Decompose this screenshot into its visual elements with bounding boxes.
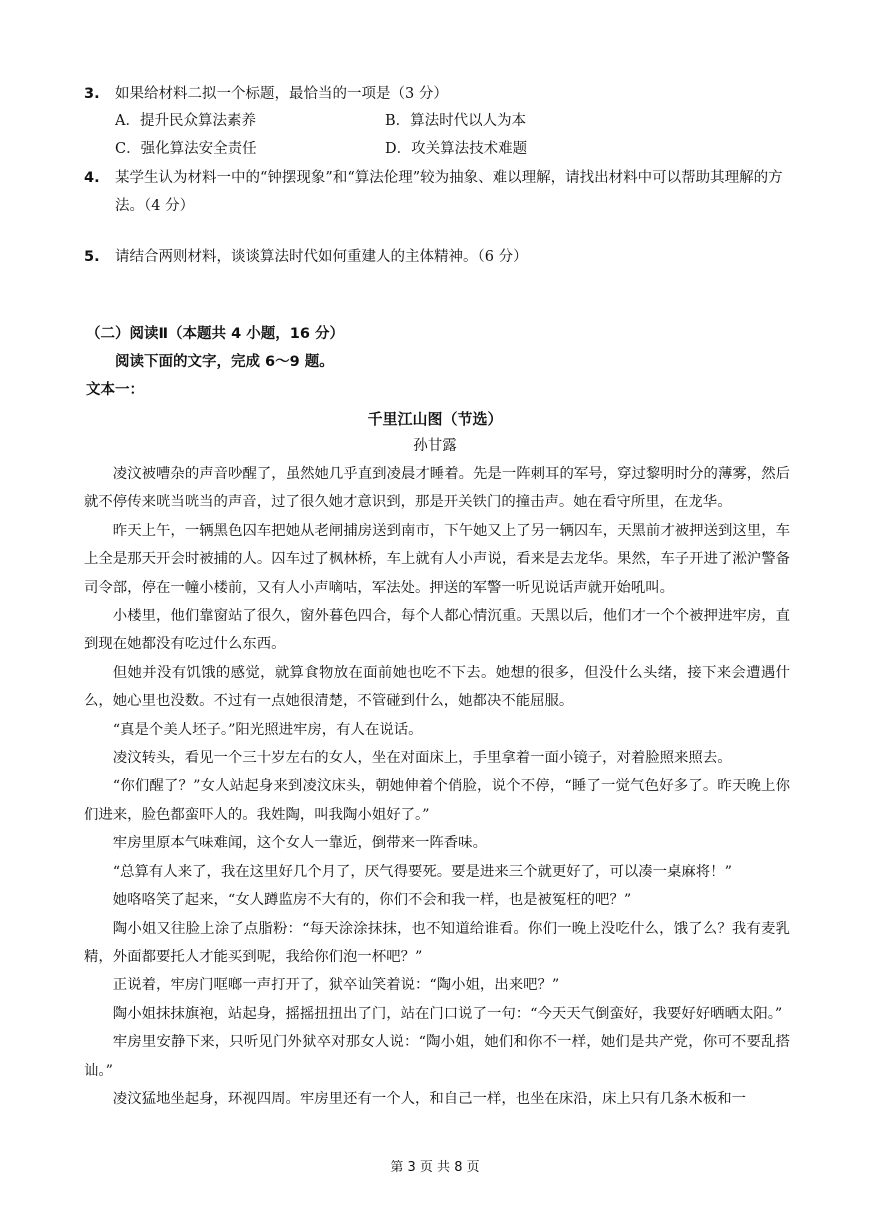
paragraph: 昨天上午，一辆黑色囚车把她从老闸捕房送到南市，下午她又上了另一辆囚车，天黑前才被押送到这里，车上全是那天开会时被捕的人。囚车过了枫林桥，车上就有人小声说，看来是去龙华。果然，车子开进了淞沪警备司令部，停在一幢小楼前，又有人小声嘀咕，军法处。押送的军警一听见说话声就开始吼叫。 [84, 522, 790, 596]
question-5 [84, 243, 794, 271]
paragraph: 正说着，牢房门哐啷一声打开了，狱卒讪笑着说：“陶小姐，出来吧？” [112, 977, 560, 994]
article-body [84, 460, 790, 1113]
paragraph: 但她并没有饥饿的感觉，就算食物放在面前她也吃不下去。她想的很多，但没什么头绪，接下来会遭遇什么，她心里也没数。不过有一点她很清楚，不管碰到什么，她都决不能屈服。 [84, 664, 790, 710]
paragraph: 陶小姐又往脸上涂了点脂粉：“每天涂涂抹抹，也不知道给谁看。你们一晚上没吃什么，饿了么？我有麦乳精，外面都要托人才能买到呢，我给你们泡一杯吧？” [84, 920, 790, 965]
paragraph: 她咯咯笑了起来，“女人蹲监房不大有的，你们不会和我一样，也是被冤枉的吧？” [112, 892, 632, 909]
section-instruction: 阅读下面的文字，完成 6～9 题。 [115, 354, 334, 370]
option-d: D．攻关算法技术难题 [385, 141, 528, 157]
question-number: 3. [84, 86, 100, 102]
question-text: 如果给材料二拟一个标题，最恰当的一项是（3 分） [115, 86, 448, 102]
paragraph: “总算有人来了，我在这里好几个月了，厌气得要死。要是进来三个就更好了，可以凑一桌麻将！” [112, 863, 732, 880]
option-c: C．强化算法安全责任 [115, 141, 257, 157]
question-text: 某学生认为材料一中的“钟摆现象”和“算法伦理”较为抽象、难以理解，请找出材料中可以帮助其理解的方法。（4 分） [115, 170, 783, 214]
question-number: 5. [84, 249, 100, 265]
text-label: 文本一： [86, 382, 144, 398]
paragraph: 小楼里，他们靠窗站了很久，窗外暮色四合，每个人都心情沉重。天黑以后，他们才一个个被押进牢房，直到现在她都没有吃过什么东西。 [84, 608, 790, 653]
question-number: 4. [84, 170, 100, 186]
paragraph: 陶小姐抹抹旗袍，站起身，摇摇扭扭出了门，站在门口说了一句：“今天天气倒蛮好，我要好好晒晒太阳。” [112, 1005, 783, 1022]
paragraph: 牢房里安静下来，只听见门外狱卒对那女人说：“陶小姐，她们和你不一样，她们是共产党，你可不要乱搭讪。” [84, 1034, 790, 1079]
article-title: 千里江山图（节选） [367, 410, 503, 428]
section-heading: （二）阅读Ⅱ（本题共 4 小题，16 分） [86, 326, 344, 342]
question-3 [84, 80, 794, 108]
paragraph: 凌汶转头，看见一个三十岁左右的女人，坐在对面床上，手里拿着一面小镜子，对着脸照来照去。 [112, 750, 732, 767]
page-footer: 第 3 页 共 8 页 [390, 1160, 480, 1175]
paragraph: 牢房里原本气味难闻，这个女人一靠近，倒带来一阵香味。 [112, 835, 487, 852]
paragraph: “真是个美人坯子。”阳光照进牢房，有人在说话。 [112, 721, 423, 738]
question-text: 请结合两则材料，谈谈算法时代如何重建人的主体精神。（6 分） [115, 249, 528, 265]
paragraph: 凌汶被嘈杂的声音吵醒了，虽然她几乎直到凌晨才睡着。先是一阵刺耳的军号，穿过黎明时分的薄雾，然后就不停传来咣当咣当的声音，过了很久她才意识到，那是开关铁门的撞击声。她在看守所里，在龙华。 [84, 466, 790, 511]
option-b: B．算法时代以人为本 [385, 113, 527, 129]
article-author: 孙甘露 [413, 438, 457, 454]
paragraph: 凌汶猛地坐起身，环视四周。牢房里还有一个人，和自己一样，也坐在床沿，床上只有几条木板和一 [112, 1090, 746, 1107]
question-4 [84, 164, 794, 220]
option-a: A．提升民众算法素养 [115, 113, 256, 129]
paragraph: “你们醒了？”女人站起身来到凌汶床头，朝她伸着个俏脸，说个不停，“睡了一觉气色好多了。昨天晚上你们进来，脸色都蛮吓人的。我姓陶，叫我陶小姐好了。” [84, 778, 790, 823]
